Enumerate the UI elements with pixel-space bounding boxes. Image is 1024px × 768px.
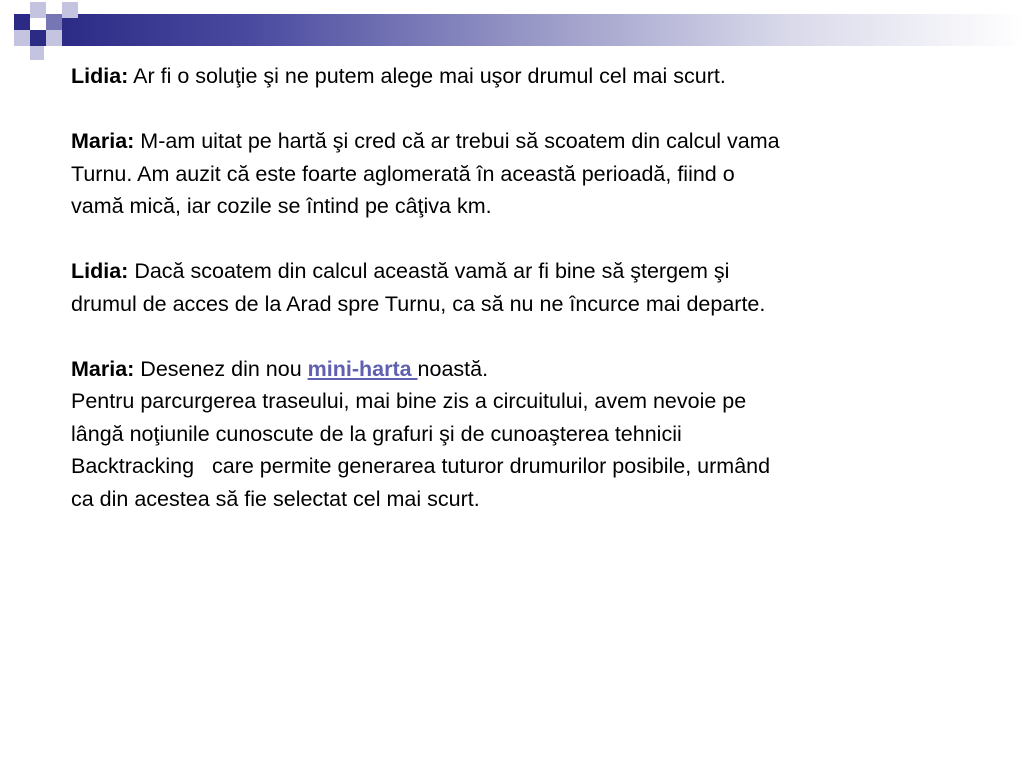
dialogue-text-span: M-am uitat pe hartă şi cred că ar trebui să scoatem din calcul vama [134, 129, 780, 153]
dialogue-line: Turnu. Am auzit că este foarte aglomerată în această perioadă, fiind o [71, 161, 735, 186]
dialogue-line [71, 353, 981, 386]
decorative-square [46, 14, 62, 30]
dialogue-paragraph [71, 60, 981, 93]
dialogue-line: vamă mică, iar cozile se întind pe câţiva km. [71, 194, 492, 218]
dialogue-line [71, 60, 981, 93]
dialogue-line: ca din acestea să fie selectat cel mai scurt. [71, 486, 480, 511]
dialogue-line [71, 125, 981, 158]
speaker-name: Lidia: [71, 64, 129, 88]
dialogue-text [71, 60, 981, 515]
dialogue-line: drumul de acces de la Arad spre Turnu, ca să nu ne încurce mai departe. [71, 291, 766, 316]
decorative-square [62, 2, 78, 18]
dialogue-line: Backtracking care permite generarea tuturor drumurilor posibile, urmând [71, 454, 771, 478]
speaker-name: Lidia: [71, 259, 129, 283]
decorative-square [30, 46, 44, 60]
decorative-square [14, 14, 30, 30]
header-gradient-bar [58, 14, 1024, 46]
dialogue-paragraph [71, 353, 981, 516]
dialogue-line: Pentru parcurgerea traseului, mai bine zis a circuitului, avem nevoie pe [71, 389, 747, 413]
decorative-square [30, 30, 46, 46]
speaker-name: Maria: [71, 356, 135, 381]
dialogue-text-span: noastă. [417, 356, 489, 381]
dialogue-text-span: Dacă scoatem din calcul această vamă ar fi bine să ştergem şi [128, 259, 730, 283]
decorative-square [30, 2, 46, 18]
dialogue-text-span: Desenez din nou [134, 356, 308, 381]
dialogue-text-span: Ar fi o soluţie şi ne putem alege mai uşor drumul cel mai scurt. [128, 64, 726, 88]
decorative-square [14, 30, 30, 46]
mini-harta-link[interactable]: mini-harta [307, 356, 418, 381]
dialogue-paragraph [71, 125, 981, 223]
dialogue-line [71, 255, 981, 288]
dialogue-line: lângă noţiunile cunoscute de la grafuri şi de cunoaşterea tehnicii [71, 421, 682, 446]
speaker-name: Maria: [71, 129, 135, 153]
dialogue-paragraph [71, 255, 981, 320]
decorative-square [46, 30, 62, 46]
